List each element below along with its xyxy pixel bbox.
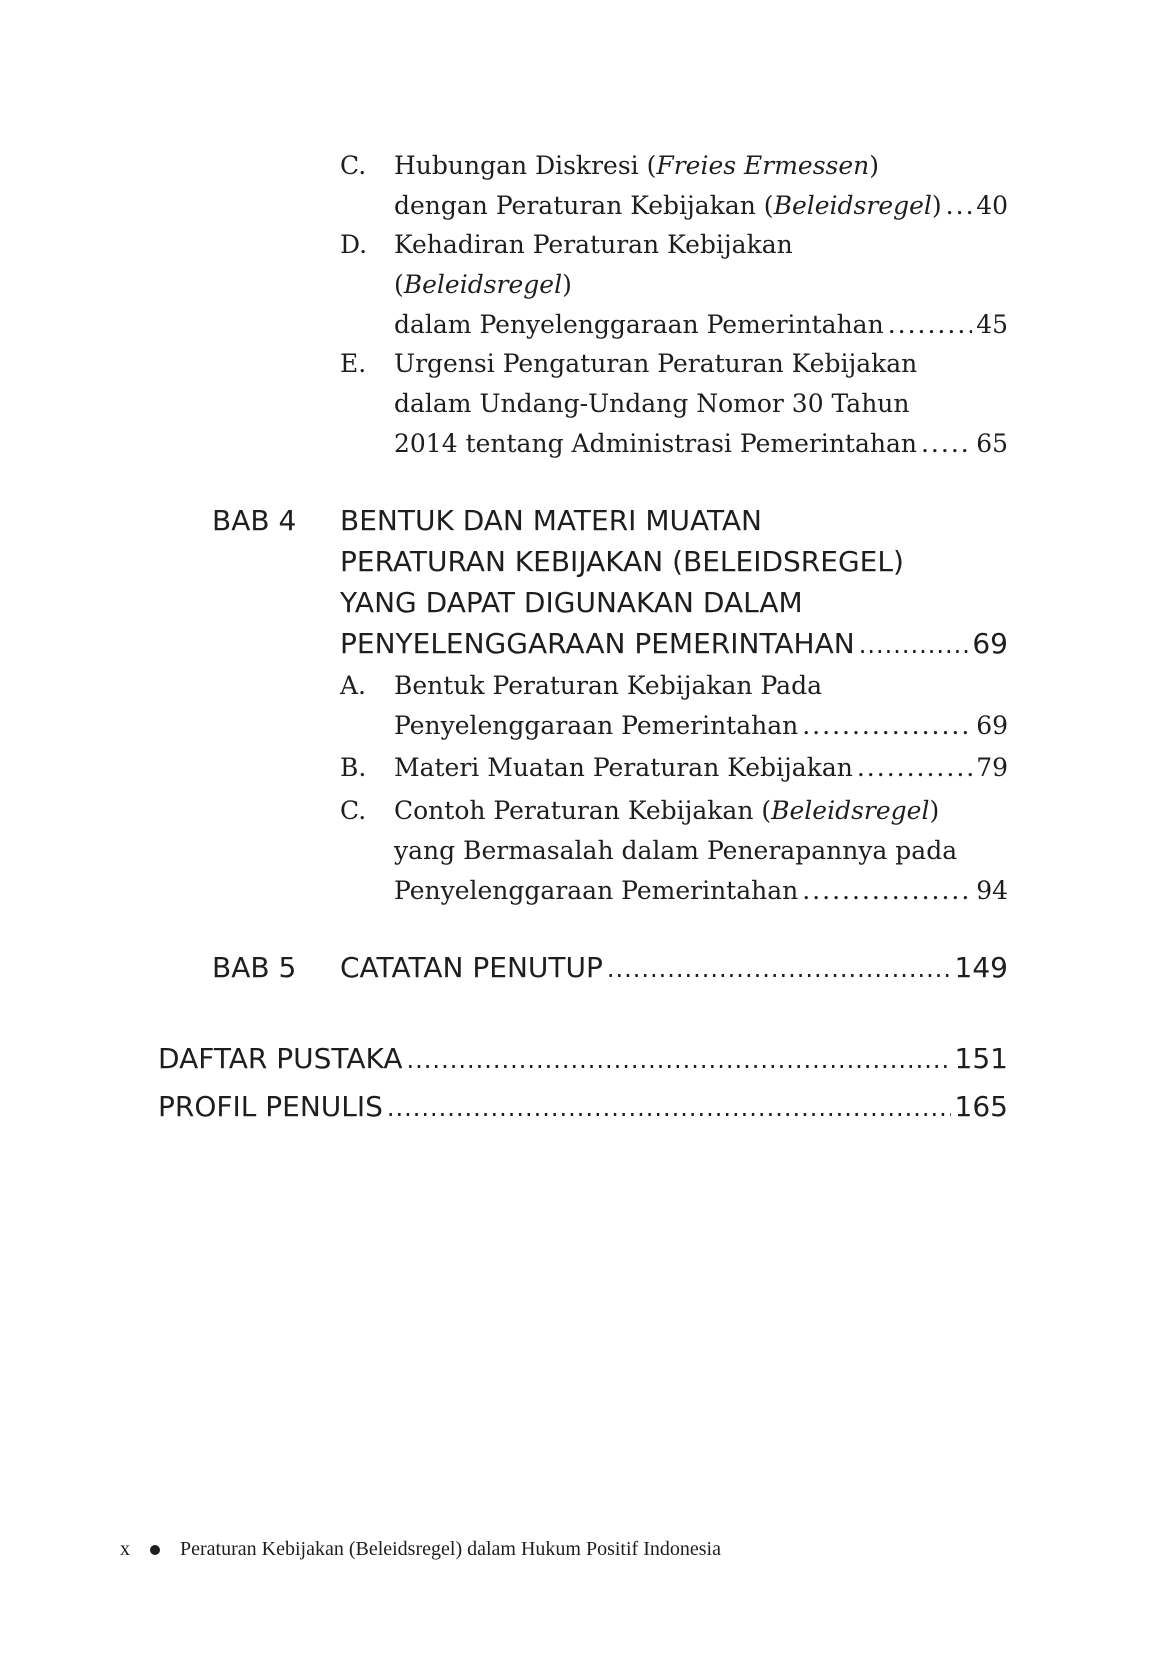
entry-text: Penyelenggaraan Pemerintahan [394,876,799,905]
dot-leader [607,949,951,990]
entry-line [394,384,1008,424]
entry-text: Hubungan Diskresi ( [394,151,657,180]
entry-text: 2014 tentang Administrasi Pemerintahan [394,429,917,458]
chapter-title-line [340,541,1008,582]
chapter-title-text: BENTUK DAN MATERI MUATAN [340,504,762,537]
entry-letter: D. [340,230,368,259]
entry-text: ) [931,191,942,220]
running-title: Peraturan Kebijakan (Beleidsregel) dalam Hukum Positif Indonesia [180,1538,721,1560]
dot-leader [857,748,972,788]
entry-letter: A. [340,671,367,700]
entry-text: ( [394,270,404,299]
footer-page-number: x [120,1538,130,1560]
entry-line [394,706,1008,746]
page-number: 79 [976,753,1008,782]
entry-line [394,225,1008,265]
entry-text: dengan Peraturan Kebijakan ( [394,191,774,220]
entry-text: Kehadiran Peraturan Kebijakan [394,230,793,259]
entry-text: yang Bermasalah dalam Penerapannya pada [394,836,958,865]
toc-profil-penulis[interactable] [158,1083,1008,1132]
dot-leader [387,1084,951,1132]
entry-body [394,748,1008,788]
back-matter-title: PROFIL PENULIS [158,1090,383,1123]
page-number: 69 [976,711,1008,740]
entry-text-italic: Beleidsregel [403,270,563,299]
entry-line [394,871,1008,911]
entry-body [394,791,1008,911]
entry-text: Urgensi Pengaturan Peraturan Kebijakan [394,349,918,378]
page-footer [120,1538,721,1561]
page-number: 69 [972,627,1008,660]
chapter-title-line [340,623,1008,664]
toc-daftar-pustaka[interactable] [158,1035,1008,1084]
entry-body [394,666,1008,746]
page-number: 45 [976,310,1008,339]
dot-leader [802,871,972,911]
chapter-title-text: PENYELENGGARAAN PEMERINTAHAN [340,627,855,660]
chapter-title-text: YANG DAPAT DIGUNAKAN DALAM [340,586,803,619]
entry-line [394,666,1008,706]
entry-letter: E. [340,349,367,378]
page-number: 151 [954,1042,1008,1075]
entry-body [394,146,1008,226]
entry-letter: C. [340,151,367,180]
chapter-label: BAB 5 [212,951,297,984]
dot-leader [407,1036,951,1084]
entry-text: dalam Penyelenggaraan Pemerintahan [394,310,884,339]
bullet-icon [150,1545,160,1555]
entry-text: dalam Undang-Undang Nomor 30 Tahun [394,389,910,418]
entry-line [394,146,1008,186]
dot-leader [859,625,969,666]
entry-body [394,225,1008,345]
chapter-title-text: CATATAN PENUTUP [340,951,603,984]
chapter-title-line [340,582,1008,623]
entry-letter: C. [340,796,367,825]
entry-text: Penyelenggaraan Pemerintahan [394,711,799,740]
entry-text-italic: Beleidsregel [771,796,930,825]
entry-line [394,305,1008,345]
chapter-title-line [340,500,1008,541]
entry-text: Contoh Peraturan Kebijakan ( [394,796,772,825]
dot-leader [802,706,972,746]
page-number: 40 [976,191,1008,220]
entry-line [394,831,1008,871]
entry-line [394,344,1008,384]
entry-text-italic: Freies Ermessen [656,151,870,180]
back-matter-title: DAFTAR PUSTAKA [158,1042,403,1075]
entry-text-italic: Beleidsregel [773,191,932,220]
entry-line [394,424,1008,464]
chapter-title-line [340,947,1008,988]
entry-line [394,748,1008,788]
dot-leader [921,424,972,464]
entry-text: Materi Muatan Peraturan Kebijakan [394,753,853,782]
entry-line [394,186,1008,226]
entry-body [394,344,1008,464]
chapter-title-text: PERATURAN KEBIJAKAN (BELEIDSREGEL) [340,545,904,578]
chapter-title [340,947,1008,988]
entry-text: ) [869,151,880,180]
entry-line [394,265,1008,305]
entry-text: Bentuk Peraturan Kebijakan Pada [394,671,822,700]
entry-letter: B. [340,753,367,782]
entry-text: ) [929,796,940,825]
chapter-label: BAB 4 [212,504,297,537]
dot-leader [888,305,973,345]
page-number: 94 [976,876,1008,905]
page-number: 149 [954,951,1008,984]
entry-text: ) [562,270,572,299]
page-number: 65 [976,429,1008,458]
dot-leader [946,186,973,226]
entry-line [394,791,1008,831]
page-number: 165 [954,1090,1008,1123]
chapter-title [340,500,1008,664]
